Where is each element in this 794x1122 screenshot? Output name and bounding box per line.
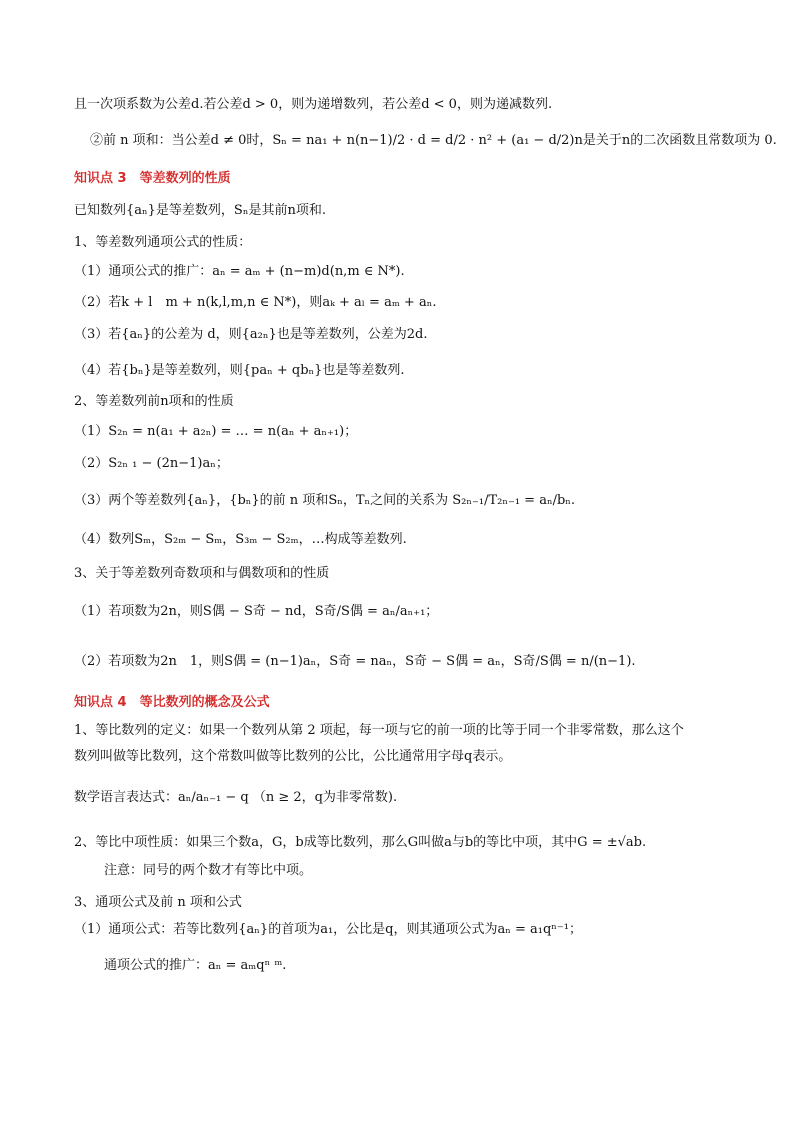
text-line: 注意：同号的两个数才有等比中项。 [104, 863, 313, 878]
text-line: （1）通项公式：若等比数列{aₙ}的首项为a₁，公比是q，则其通项公式为aₙ = a₁qⁿ⁻¹； [74, 922, 582, 937]
text-line: 已知数列{aₙ}是等差数列，Sₙ是其前n项和. [74, 203, 326, 218]
section-heading: 知识点 4 等比数列的概念及公式 [74, 695, 270, 710]
text-line: 3、通项公式及前 n 项和公式 [74, 895, 242, 910]
text-line: （3）若{aₙ}的公差为 d，则{a₂ₙ}也是等差数列，公差为2d. [74, 327, 428, 342]
text-line: 3、关于等差数列奇数项和与偶数项和的性质 [74, 566, 330, 581]
text-line: 2、等比中项性质：如果三个数a，G，b成等比数列，那么G叫做a与b的等比中项，其中G = ±√ab. [74, 835, 647, 850]
text-line: （4）若{bₙ}是等差数列，则{paₙ + qbₙ}也是等差数列. [74, 363, 405, 378]
text-line: 1、等差数列通项公式的性质： [74, 235, 252, 250]
text-line: 数学语言表达式：aₙ/aₙ₋₁ − q （n ≥ 2，q为非零常数). [74, 790, 398, 805]
text-line: 2、等差数列前n项和的性质 [74, 394, 234, 409]
text-line: （1）通项公式的推广：aₙ = aₘ + (n−m)d(n,m ∈ N*). [74, 264, 405, 279]
text-line: （1）若项数为2n，则S偶 − S奇 − nd，S奇/S偶 = aₙ/aₙ₊₁； [74, 604, 439, 619]
text-line: （3）两个等差数列{aₙ}，{bₙ}的前 n 项和Sₙ，Tₙ之间的关系为 S₂ₙ₋₁/T₂ₙ₋₁ = aₙ/bₙ. [74, 493, 576, 508]
text-line: 通项公式的推广：aₙ = aₘqⁿ ᵐ. [104, 958, 287, 973]
text-line: 1、等比数列的定义：如果一个数列从第 2 项起，每一项与它的前一项的比等于同一个非零常数，那么这个 [74, 723, 684, 738]
text-line: 数列叫做等比数列，这个常数叫做等比数列的公比，公比通常用字母q表示。 [74, 749, 512, 764]
text-line: （2）若项数为2n 1，则S偶 = (n−1)aₙ，S奇 = naₙ，S奇 − S偶 = aₙ，S奇/S偶 = n/(n−1). [74, 654, 636, 669]
text-line: （2）若k + l m + n(k,l,m,n ∈ N*)，则aₖ + aₗ = aₘ + aₙ. [74, 295, 437, 310]
text-line: （4）数列Sₘ，S₂ₘ − Sₘ，S₃ₘ − S₂ₘ，…构成等差数列. [74, 532, 407, 547]
text-line: （2）S₂ₙ ₁ − (2n−1)aₙ； [74, 456, 229, 471]
text-line: ②前 n 项和：当公差d ≠ 0时，Sₙ = na₁ + n(n−1)/2 · d = d/2 · n² + (a₁ − d/2)n是关于n的二次函数且常数项为 0. [90, 133, 777, 148]
section-heading: 知识点 3 等差数列的性质 [74, 171, 231, 186]
text-line: （1）S₂ₙ = n(a₁ + a₂ₙ) = … = n(aₙ + aₙ₊₁)； [74, 424, 358, 439]
text-line: 且一次项系数为公差d.若公差d > 0，则为递增数列，若公差d < 0，则为递减数列. [74, 97, 553, 112]
